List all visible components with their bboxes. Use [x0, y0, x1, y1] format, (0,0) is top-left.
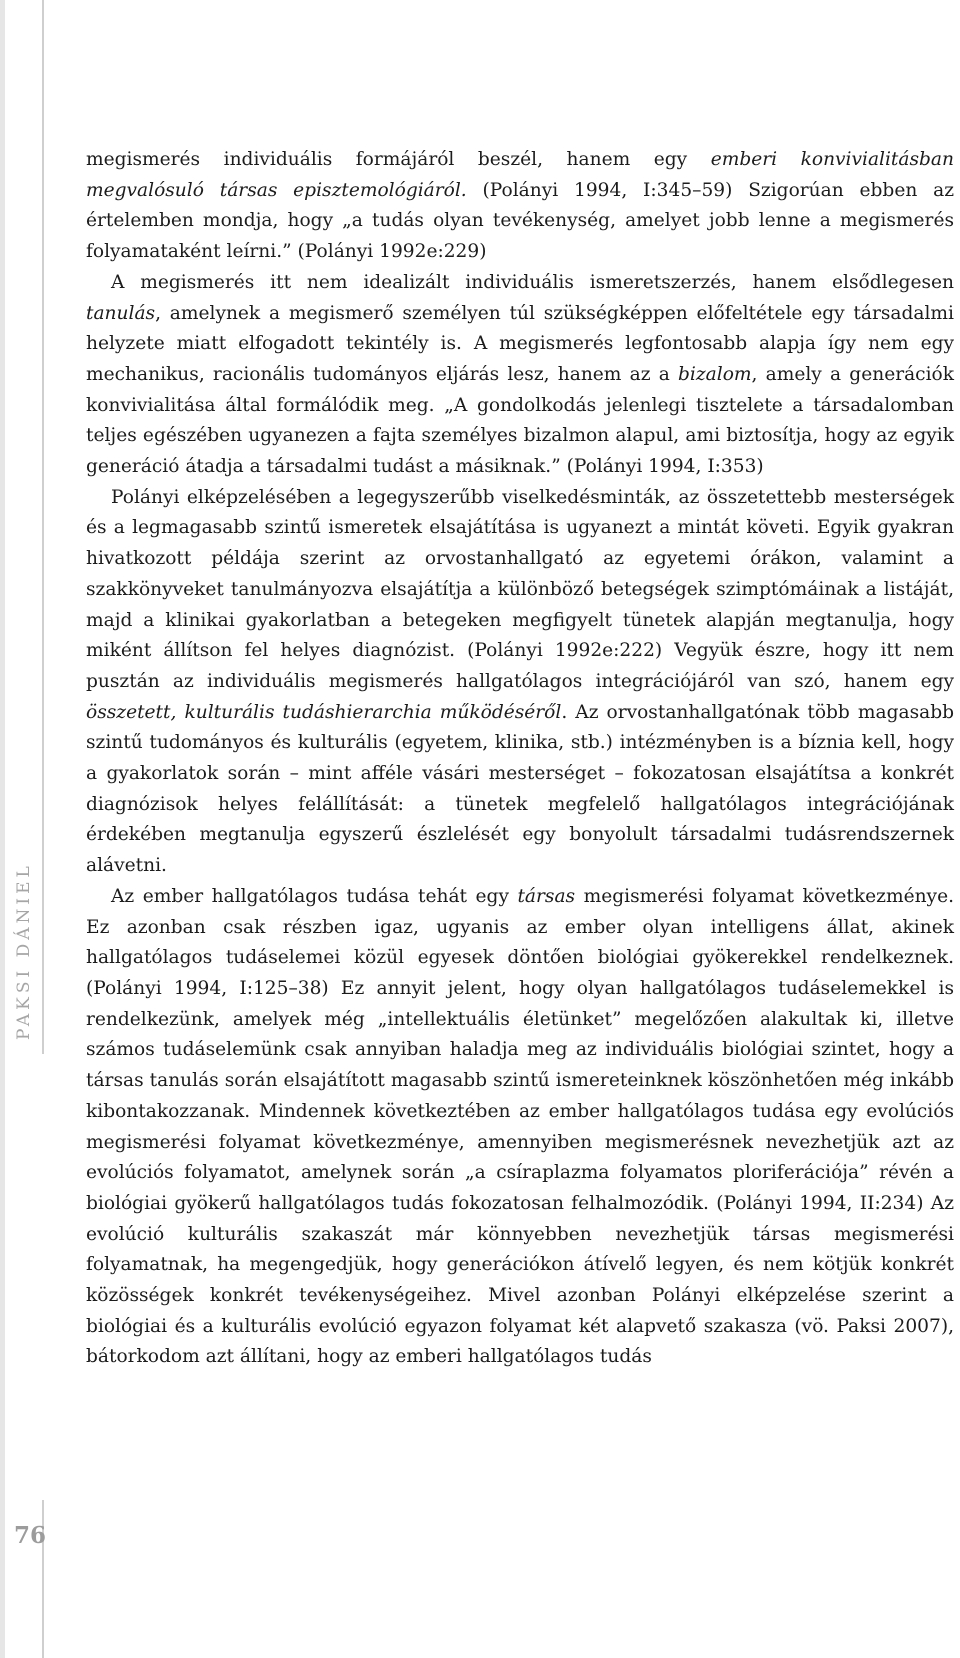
- text-run: megismerés individuális formájáról beszél, hanem egy: [86, 149, 711, 170]
- text-run: (Polányi 1994, I:345–59) Szigorúan ebben az értelemben mondja, hogy „a tudás olyan tevékenység, amelyet jobb lenne a megismerés folyamataként leírni.” (Polányi 1992e:229): [86, 179, 955, 263]
- emphasis-text: tanulás: [86, 302, 156, 324]
- text-run: Az ember hallgatólagos tudása tehát egy: [111, 885, 518, 907]
- margin-rule-top: [42, 0, 44, 1054]
- text-run: megismerési folyamat következménye. Ez azonban csak részben igaz, ugyanis az ember olyan intelligens állat, akinek hallgatólagos tudáselemei közül egyesek döntően biológiai gyökerekkel rendelkeznek. (Polányi 1994, I:125–38) Ez annyit jelent, hogy olyan hallgatólagos tudáselemekkel is rendelkezünk, amelyek még „intellektuális életünket” megelőzően alakultak ki, illetve számos tudáselemünk csak annyiban haladja meg az individuális biológiai szintet, hogy a társas tanulás során elsajátított magasabb szintű ismereteinknek köszönhetően még inkább kibontakozzanak. Mindennek következtében az ember hallgatólagos tudása egy evolúciós megismerési folyamat következménye, amennyiben megismerésnek nevezhetjük azt az evolúciós folyamatot, amelynek során „a csíraplazma folyamatos ploriferációja” révén a biológiai gyökerű hallgatólagos tudás fokozatosan felhalmozódik. (Polányi 1994, II:234) Az evolúció kulturális szakaszát már könnyebben nevezhetjük társas megismerési folyamatnak, ha megengedjük, hogy generációkon átívelő legyen, és nem kötjük konkrét közösségek konkrét tevékenységeihez. Mivel azonban Polányi elképzelése szerint a biológiai és a kulturális evolúció egyazon folyamat két alapvető szakasza (vö. Paksi 2007), bátorkodom azt állítani, hogy az emberi hallgatólagos tudás: [86, 885, 954, 1368]
- text-run: Polányi elképzelésében a legegyszerűbb viselkedésminták, az összetettebb mesterségek és a legmagasabb szintű ismeretek elsajátítása is ugyanezt a mintát követi. Egyik gyakran hivatkozott példája szerint az orvostanhallgató az egyetemi órákon, valamint a szakkönyveket tanulmányozva elsajátítja a különböző betegségek szimptómáinak a listáját, majd a klinikai gyakorlatban a betegeken megfigyelt tünetek alapján megtanulja, hogy miként állítson fel helyes diagnózist. (Polányi 1992e:222) Vegyük észre, hogy itt nem pusztán az individuális megismerés hallgatólagos integrációjáról van szó, hanem egy: [86, 486, 954, 692]
- text-run: A megismerés itt nem idealizált individuális ismeretszerzés, hanem elsődlegesen: [111, 271, 954, 293]
- paragraph: [86, 483, 954, 882]
- page-number: 76: [14, 1522, 47, 1549]
- paragraph: [86, 145, 954, 268]
- emphasis-text: összetett, kulturális tudáshierarchia működéséről: [86, 701, 562, 723]
- text-run: , amelynek a megismerő személyen túl szükségképpen előfeltétele egy társadalmi helyzete miatt elfogadott tekintély is. A megismerés legfontosabb alapja így nem egy mechanikus, racionális tudományos eljárás lesz, hanem az a: [86, 302, 954, 385]
- running-head-author: PAKSI DÁNIEL: [14, 862, 34, 1040]
- paragraph: [86, 268, 954, 483]
- emphasis-text: bizalom: [678, 363, 752, 385]
- emphasis-text: társas: [517, 885, 576, 907]
- text-run: , amely a generációk konvivialitása által formálódik meg. „A gondolkodás jelenlegi tisztelete a társadalomban teljes egészében ugyanezen a fajta személyes bizalmon alapul, ami biztosítja, hogy az egyik generáció átadja a társadalmi tudást a másiknak.” (Polányi 1994, I:353): [86, 363, 954, 478]
- emphasis-text: emberi konvivialitásban megvalósuló társas episztemológiáról.: [86, 149, 954, 201]
- page-edge: [0, 0, 5, 1658]
- text-run: . Az orvostanhallgatónak több magasabb szintű tudományos és kulturális (egyetem, klinika, stb.) intézményben is a bíznia kell, hogy a gyakorlatok során – mint afféle vásári mesterséget – fokozatosan elsajátítsa a konkrét diagnózisok helyes felállítását: a tünetek megfelelő hallgatólagos integrációjának érdekében megtanulja egyszerű észlelését egy bonyolult társadalmi tudásrendszernek alávetni.: [86, 701, 954, 877]
- body-text: [86, 145, 954, 1373]
- paragraph: [86, 882, 954, 1373]
